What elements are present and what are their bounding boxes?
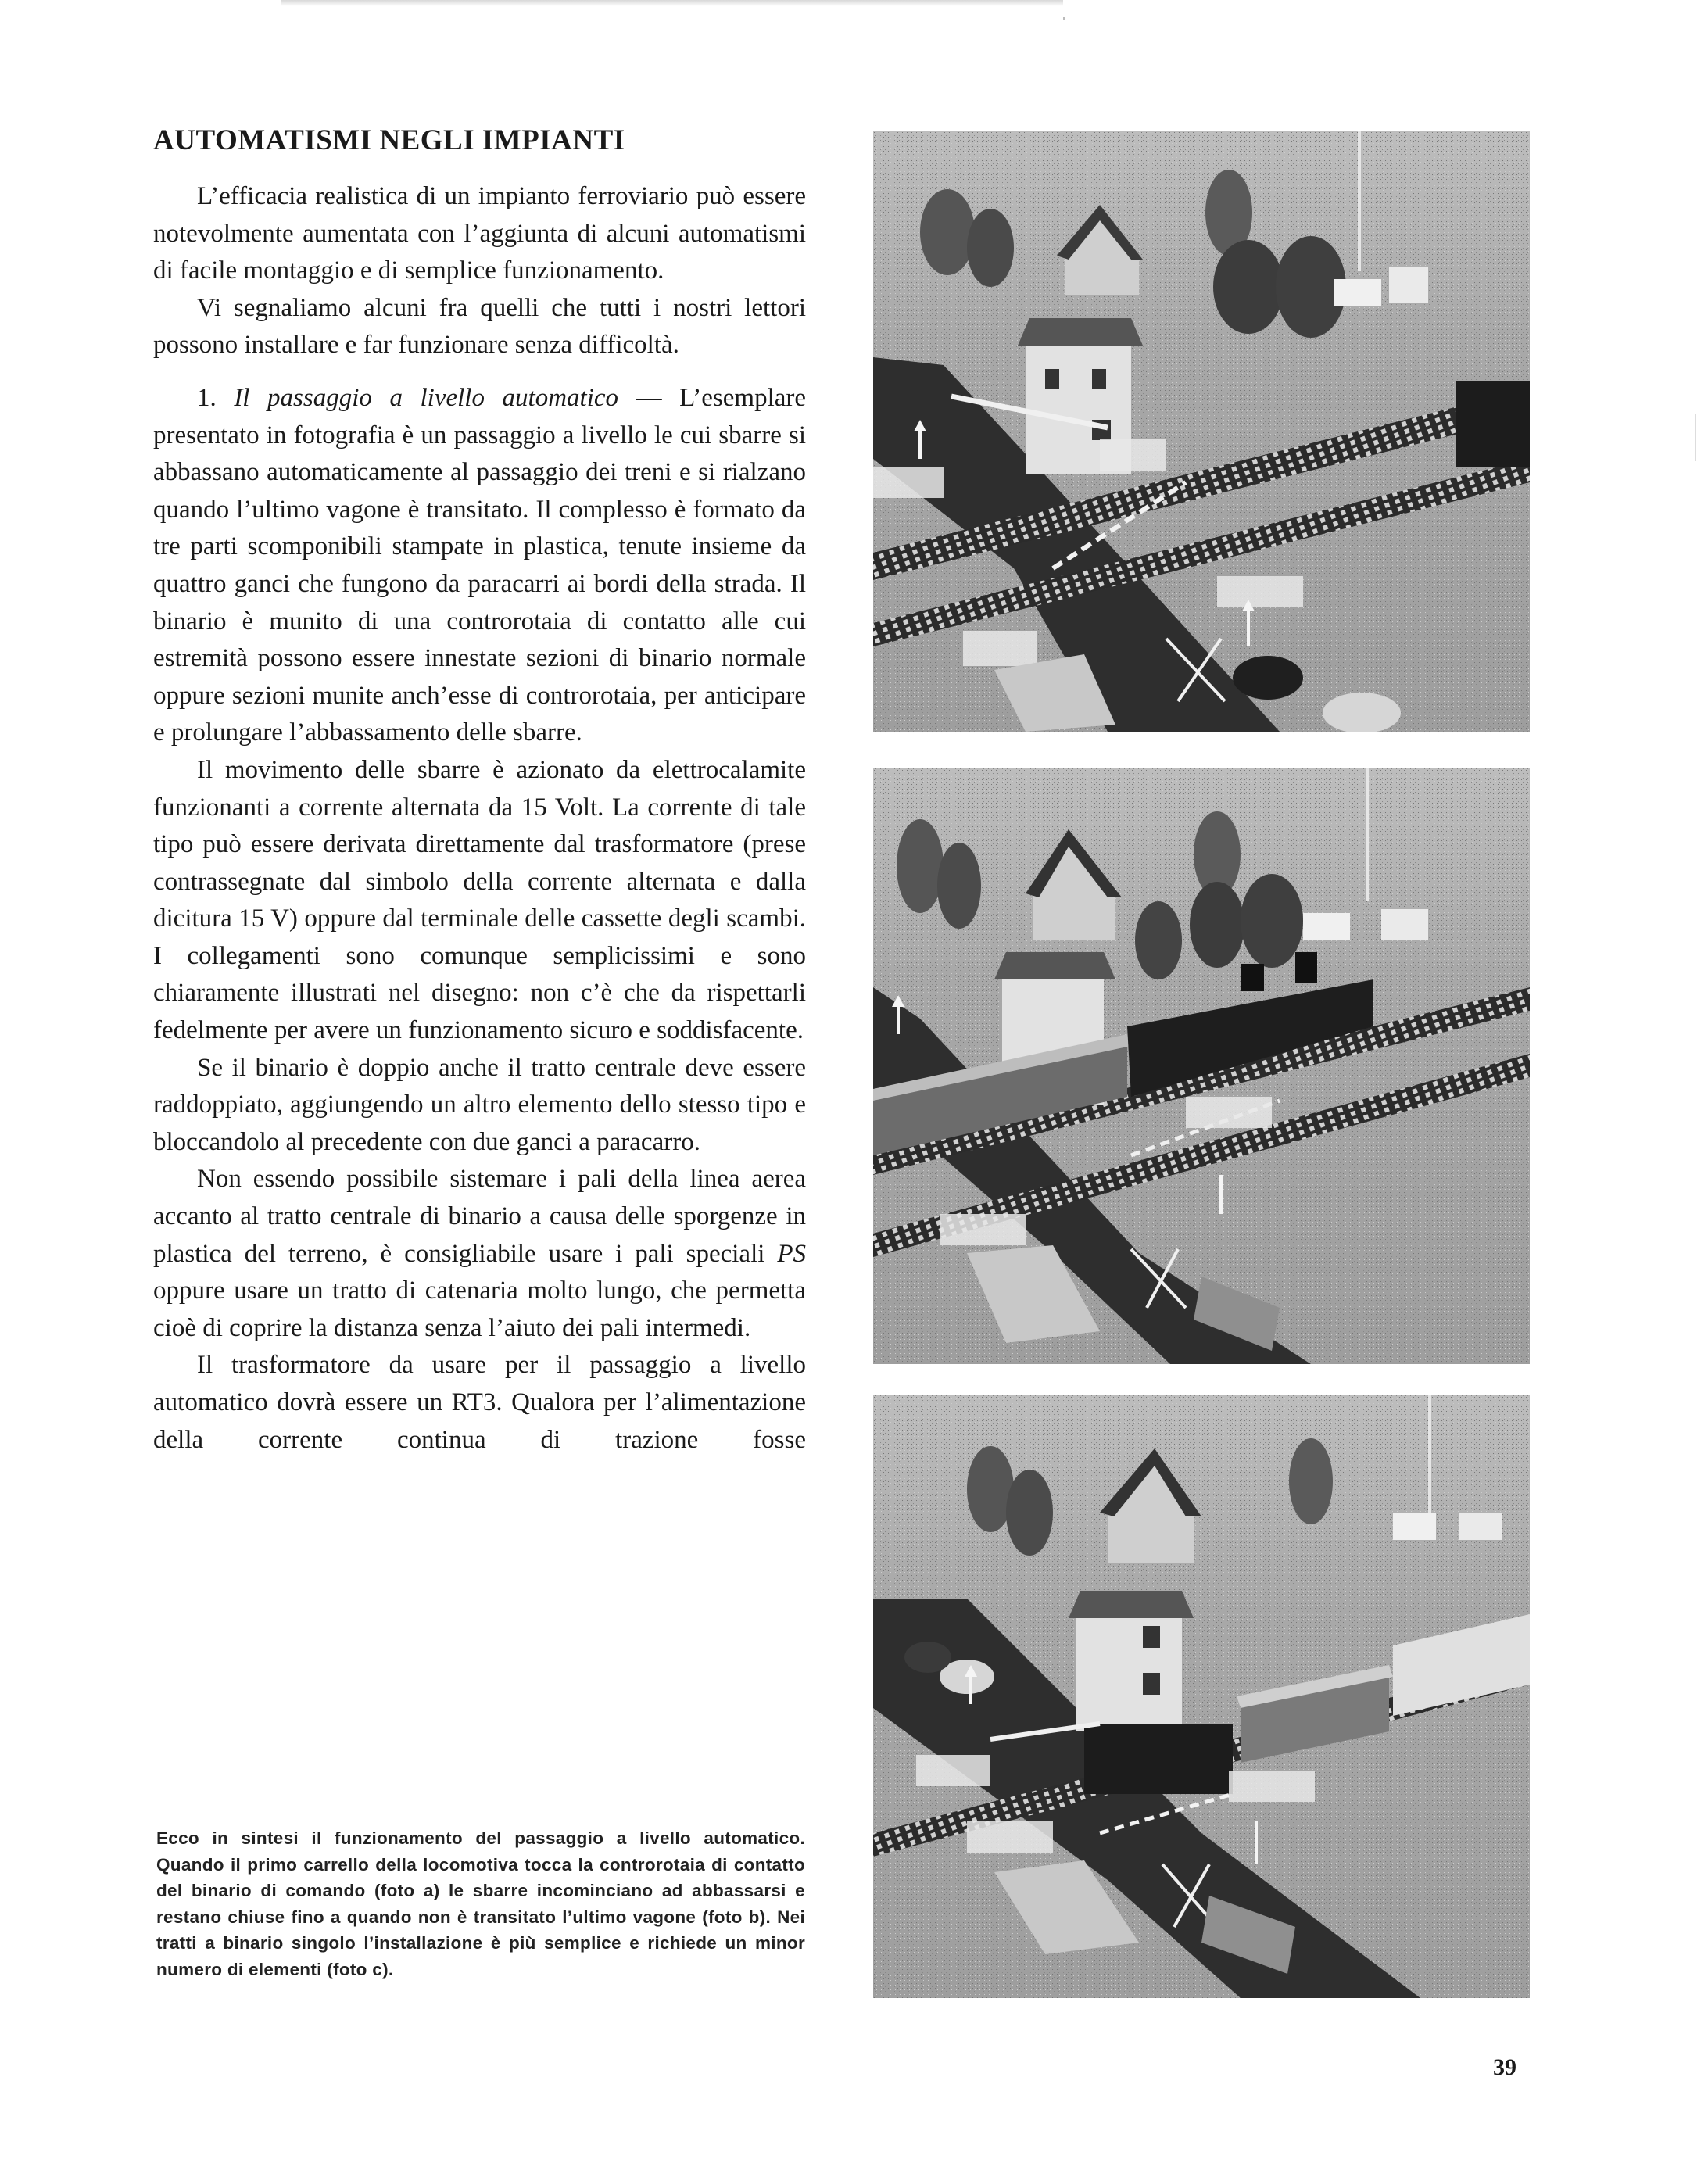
photo-c [873, 1395, 1530, 1998]
section-number: 1. [197, 383, 217, 412]
page-number: 39 [1493, 2054, 1516, 2080]
figure-caption: Ecco in sintesi il funzionamento del passaggio a livello automatico. Quando il primo carrello della locomotiva tocca la controrotaia di contatto del binario di comando (foto a) le sbarre incominciano ad abbassarsi e restano chiuse fino a quando non è transitato l’ultimo vagone (foto b). Nei tratti a binario singolo l’installazione è più semplice e richiede un minor numero di elementi (foto c). [156, 1828, 805, 1979]
ps-poles-term: PS [777, 1239, 806, 1268]
photo-c-image [873, 1395, 1530, 1998]
em-dash: — [618, 383, 680, 412]
section-text: L’esemplare presentato in fotografia è un passaggio a livello le cui sbarre si abbassano automaticamente al passaggio dei treni e si rialzano quando l’ultimo vagone è transitato. Il complesso è formato da tre parti scomponibili stampate in plastica, tenute insieme da quattro ganci che fungono da paracarri ai bordi della strada. Il binario è munito di una controrotaia di contatto alle cui estremità possono essere innestate sezioni di binario normale oppure sezioni munite anch’esse di controrotaia, per anticipare e prolungare l’abbassamento delle sbarre. [153, 383, 807, 747]
paragraph-intro: L’efficacia realistica di un impianto ferroviario può essere notevolmente aumentata con l’aggiunta di alcuni automatismi di facile montaggio e di semplice funzionamento. [153, 182, 806, 285]
paragraph-signal: Vi segnaliamo alcuni fra quelli che tutti i nostri lettori possono installare e far funzionare senza difficoltà. [153, 293, 806, 360]
photo-a-image [873, 131, 1530, 732]
section-heading: Il passaggio a livello automatico [234, 383, 619, 412]
paragraph-poles: Non essendo possibile sistemare i pali della linea aerea accanto al tratto centrale di binario a causa delle sporgenze in plastica del terreno, è consigliabile usare i pali speciali PS oppure usare un tratto di catenaria molto lungo, che permetta cioè di coprire la distanza senza l’aiuto dei pali intermedi. [153, 1165, 806, 1342]
paragraph-transformer: Il trasformatore da usare per il passaggio a livello automatico dovrà essere un RT3. Qualora per l’alimentazione della corrente continua di trazione fosse [153, 1351, 806, 1454]
photo-a [873, 131, 1530, 732]
scan-edge-mark [1695, 414, 1696, 461]
paragraph-double-track: Se il binario è doppio anche il tratto centrale deve essere raddoppiato, aggiungendo un altro elemento dello stesso tipo e bloccandolo al precedente con due ganci a paracarro. [153, 1053, 806, 1156]
paragraph-barrier-movement: Il movimento delle sbarre è azionato da elettrocalamite funzionanti a corrente alternata da 15 Volt. La corrente di tale tipo può essere derivata direttamente dal trasformatore (prese contrassegnate dal simbolo della corrente alternata e dalla dicitura 15 V) oppure dal terminale delle cassette degli scambi. I collegamenti sono comunque semplicissimi e sono chiaramente illustrati nel disegno: non c’è che da rispettarli fedelmente per avere un funzionamento sicuro e soddisfacente. [153, 755, 806, 1045]
photo-b-image [873, 768, 1530, 1364]
scan-speck [1063, 17, 1065, 20]
article-body [153, 178, 806, 1459]
scan-edge-shadow [281, 0, 1063, 6]
photo-b [873, 768, 1530, 1364]
paragraph-level-crossing [153, 380, 806, 752]
page-title: AUTOMATISMI NEGLI IMPIANTI [153, 124, 625, 156]
